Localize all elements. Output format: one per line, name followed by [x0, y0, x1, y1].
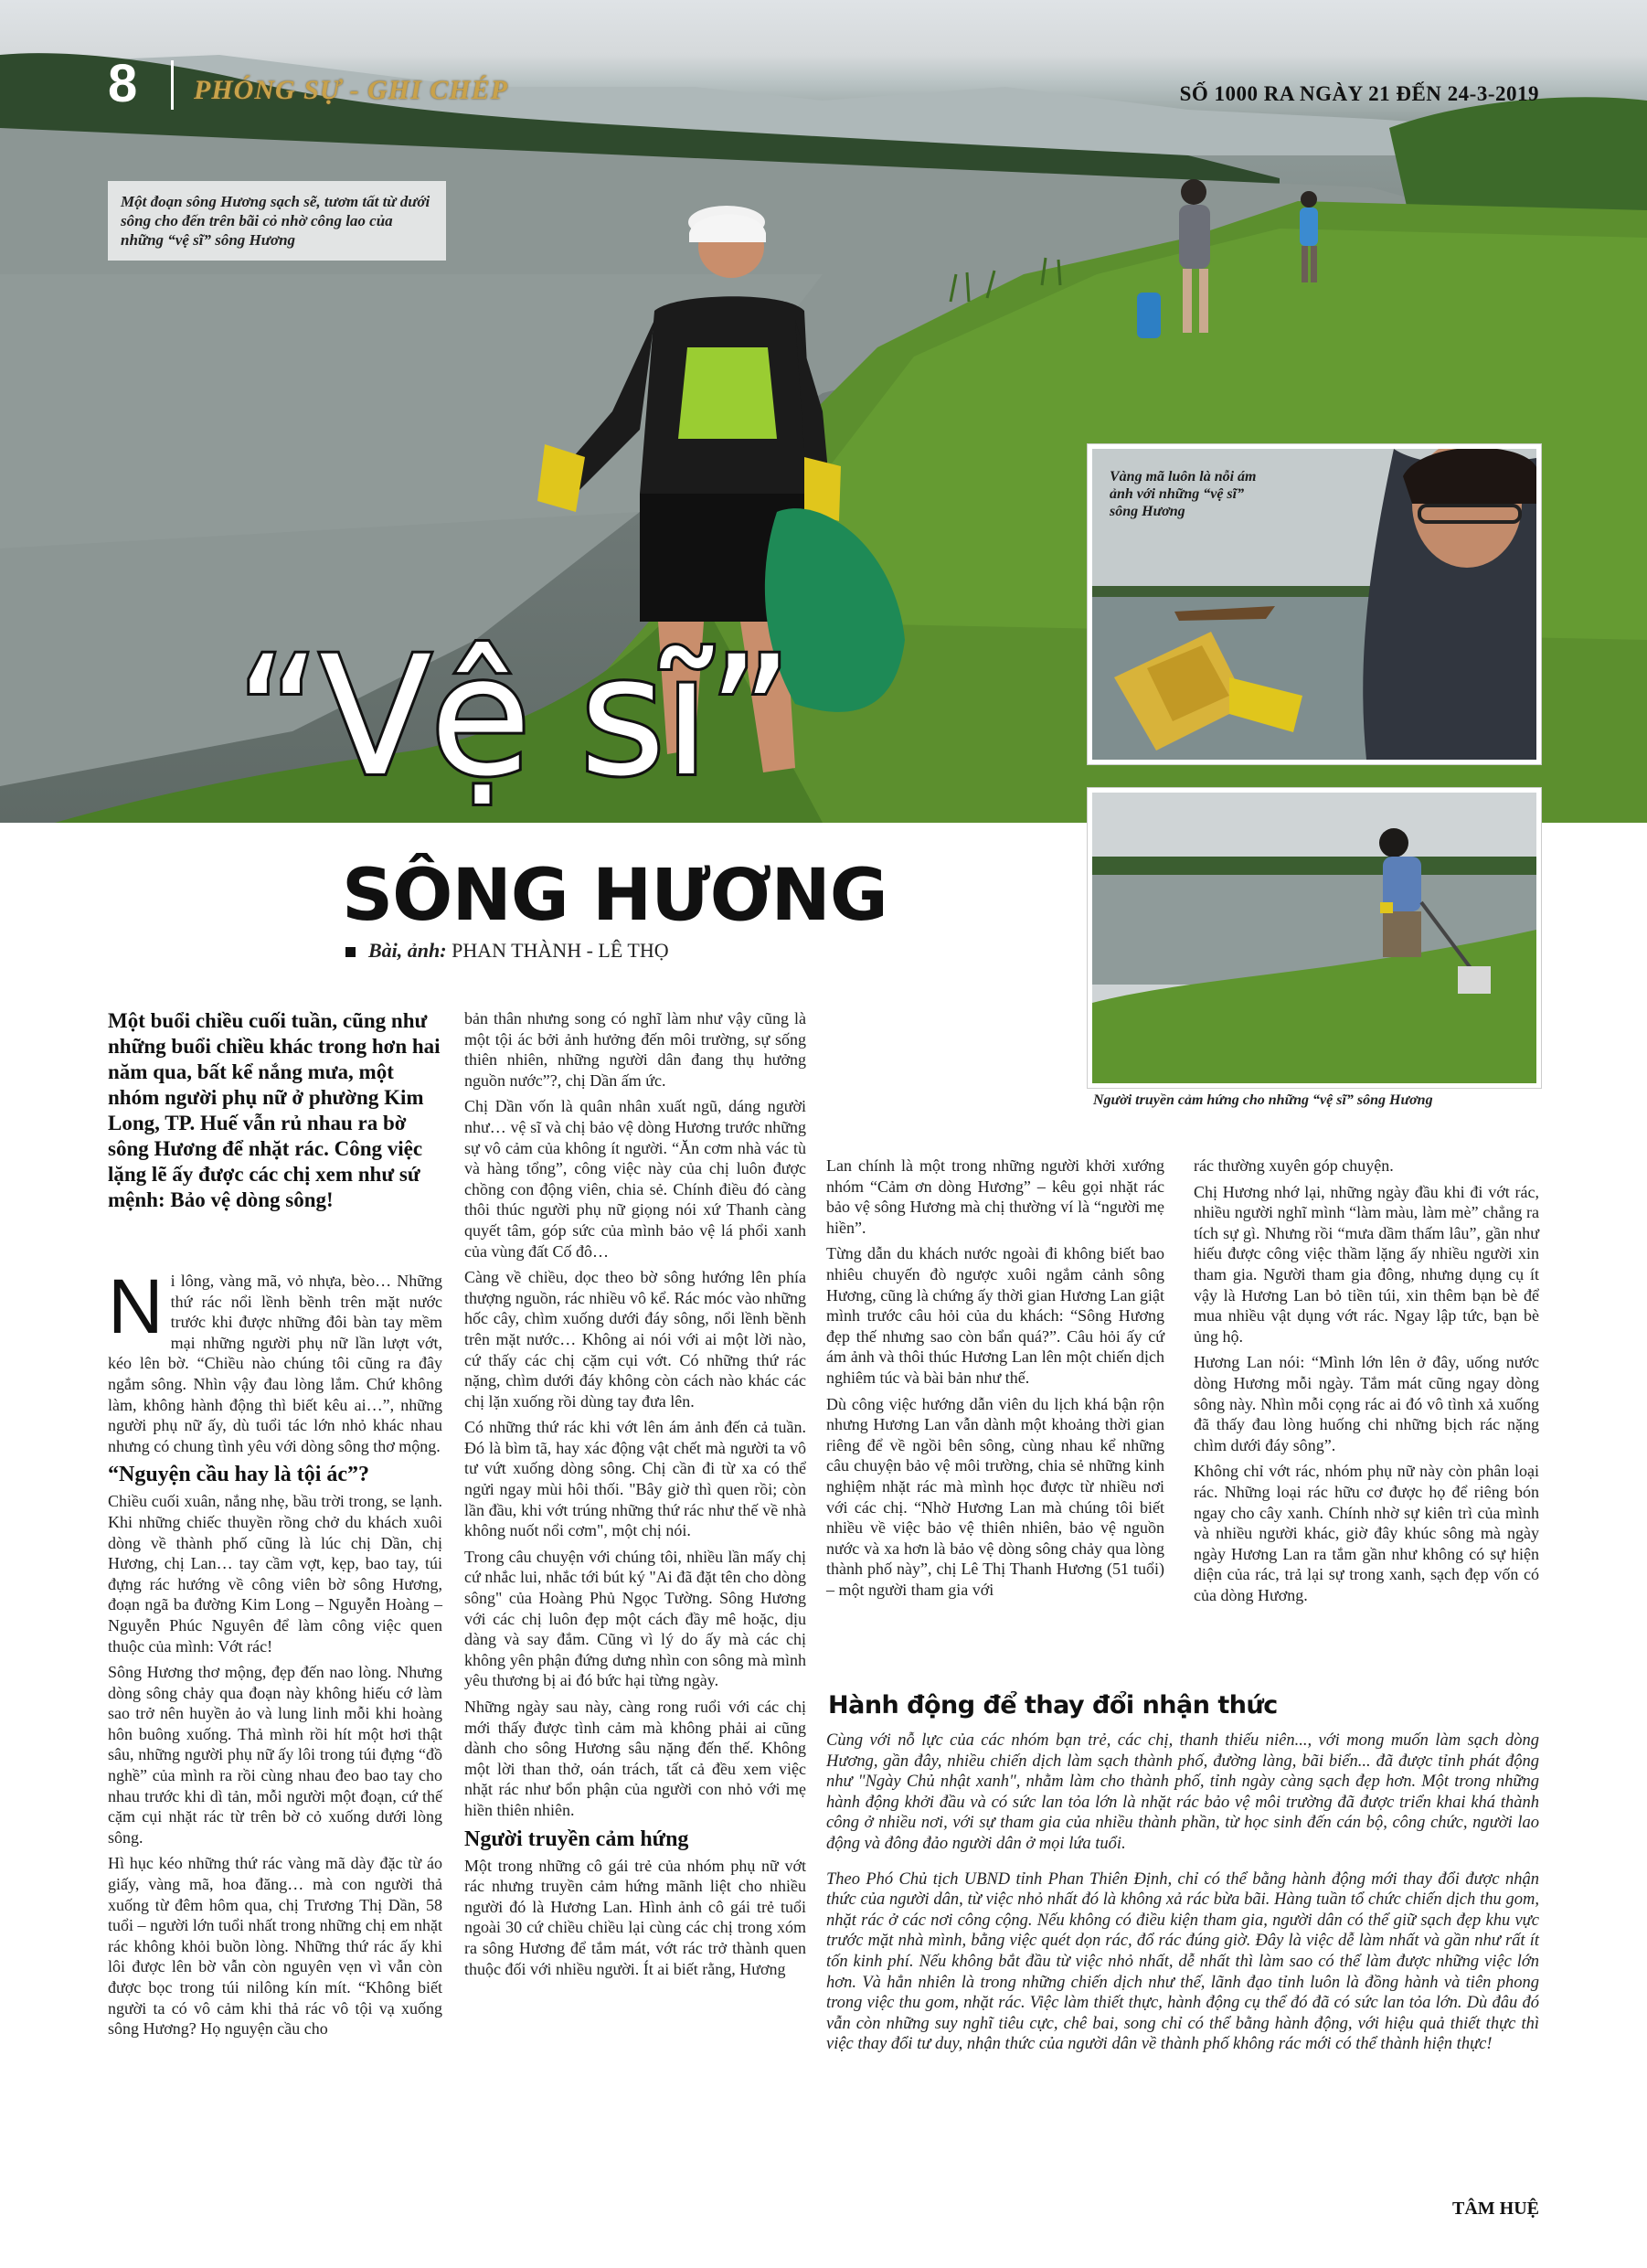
bullet-square-icon — [345, 947, 356, 957]
paragraph: Những ngày sau này, càng rong ruổi với các chị mới thấy được tình cảm mà không phải ai cũng dành cho sông Hương sâu nặng đến thế. Không một lời than thở, oán trách, tất cả đều xem việc nhặt rác như bổn phận của người con nhỏ với mẹ hiền thiên nhiên. — [464, 1698, 806, 1819]
paragraph: Càng về chiều, dọc theo bờ sông hướng lên phía thượng nguồn, rác nhiều vô kể. Rác móc vào những hốc cây, chìm xuống dưới đáy sông, nổi lềnh bềnh trên mặt nước… Không ai nói với ai một lời nào, cứ thấy các chị cặm cụi vớt. Có những thứ rác nặng, chìm dưới đáy không còn cách nào khác các chị lặn xuống rồi dùng tay đưa lên. — [464, 1268, 806, 1411]
paragraph: i lông, vàng mã, vỏ nhựa, bèo… Những thứ rác nổi lềnh bềnh trên mặt nước trước khi được những đôi bàn tay mềm mại những người phụ nữ lần lượt vớt, kéo lên bờ. “Chiều nào chúng tôi cũng ra đây ngắm sông. Nhìn vậy đau lòng lắm. Chứ không làm, không hành động thì biết kêu ai…”, những người phụ nữ ấy, dù tuổi tác lớn nhỏ khác nhau nhưng có chung tình yêu với dòng sông thơ mộng. — [108, 1272, 442, 1455]
paragraph: Hương Lan nói: “Mình lớn lên ở đây, uống nước dòng Hương mỗi ngày. Tắm mát cũng ngay dòng sông này. Nhìn mỗi cọng rác ai đó vô tình xả xuống đã thấy đau lòng huống chi những bịch rác nặng chìm dưới đáy sông”. — [1194, 1353, 1539, 1454]
paragraph: Hì hục kéo những thứ rác vàng mã dày đặc từ áo giấy, vàng mã, hoa đăng… mà con người thả xuống từ đêm hôm qua, chị Trương Thị Dần, 58 tuổi – người lớn tuổi nhất trong những chị em nhặt rác không khỏi buồn lòng. Những thứ rác ấy khi lôi được lên bờ vẫn còn nguyên vẹn vì vẫn còn được bọc trong túi nilông kín mít. “Không biết người ta có vô cảm khi thả rác vô tội vạ xuống sông Hương? Họ nguyện cầu cho — [108, 1854, 442, 2039]
column-4 — [1194, 1155, 1539, 1611]
paragraph: Chị Hương nhớ lại, những ngày đầu khi đi vớt rác, nhiều người nghĩ mình “làm màu, làm mè” chẳng ra tích sự gì. Nhưng rồi “mưa dầm thấm lâu”, gần như hiếu được công việc thầm lặng ấy nhiều người xin tham gia. Người tham gia đông, nhưng dụng cụ ít vậy là Hương Lan bỏ tiền túi, xin thêm bạn bè để mua nhiều vật dụng vớt rác. Ngay lập tức, bạn bè ủng hộ. — [1194, 1182, 1539, 1346]
page-number-divider — [171, 60, 174, 110]
paragraph: Trong câu chuyện với chúng tôi, nhiều lần mấy chị cứ nhắc lui, nhắc tới bút ký "Ai đã đặt tên cho dòng sông" của Hoàng Phủ Ngọc Tường. Sông Hương với các chị luôn đẹp một cách đầy mê hoặc, dịu dàng và say đắm. Cũng vì lý do ấy mà các chị không yên phận đứng dưng nhìn con sông mà mình yêu thương bị ai đó bức hại từng ngày. — [464, 1547, 806, 1690]
paragraph: Sông Hương thơ mộng, đẹp đến nao lòng. Nhưng dòng sông chảy qua đoạn này không hiếu cớ làm sao trở nên huyền ảo và lung linh mỗi khi hoàng hôn buông xuống. Thả mình rồi hít một hơi thật sâu, những người phụ nữ ấy lôi trong túi đựng “đồ nghề” của mình ra rồi cùng nhau đeo bao tay cho nhau trước khi dì tản, mỗi người một đoạn, cứ thế cặm cụi nhặt rác từ trên bờ cỏ xuống dưới lòng sông. — [108, 1663, 442, 1847]
sidebar-article — [826, 1691, 1539, 2070]
paragraph: Chị Dần vốn là quân nhân xuất ngũ, dáng người như… vệ sĩ và chị bảo vệ dòng Hương trước những sự vô cảm của không ít người. “Ăn cơm nhà vác tù và hàng tổng”, công việc này của chị luôn được chồng con động viên, chia sẻ. Chính điều đó càng thôi thúc người phụ nữ giọng nói xứ Thanh càng quyết tâm, góp sức của mình bảo vệ lá phổi xanh của vùng đất Cố đô… — [464, 1097, 806, 1261]
column-1 — [108, 1263, 442, 2045]
headline-line-1: “Vệ sĩ” — [236, 622, 792, 813]
byline-label: Bài, ảnh: — [368, 939, 447, 962]
byline — [345, 939, 669, 963]
sidebar-signature: TÂM HUỆ — [1452, 2199, 1539, 2219]
paragraph: bản thân nhưng song có nghĩ làm như vậy cũng là một tội ác bởi ảnh hưởng đến môi trường, sự sống thiên nhiên, những người dân đang thụ hưởng nguồn nước”?, chị Dần ấm ức. — [464, 1009, 806, 1090]
sidebar-paragraph: Theo Phó Chủ tịch UBND tỉnh Phan Thiên Định, chỉ có thể bằng hành động mới thay đổi được nhận thức của người dân, từ việc nhỏ nhất đó là không xả rác bừa bãi. Hàng tuần tổ chức chiến dịch thu gom, nhặt rác ở các nơi công cộng. Nếu không có điều kiện tham gia, người dân có thể giữ sạch đẹp khu vực trước mặt nhà mình, bằng việc quét dọn rác, đổ rác đúng giờ. Đây là việc dễ làm nhất và gần như rất ít tốn kinh phí. Nếu không bắt đầu từ việc nhỏ nhất, dễ nhất thì làm sao có thể làm được những việc lớn hơn. Và hẳn nhiên là trong những chiến dịch như thế, lãnh đạo tỉnh luôn là đồng hành và tiên phong trong việc thu gom, nhặt rác. Việc làm thiết thực, hành động cụ thể đó đã có sức lan tỏa lớn. Dù đâu đó vẫn còn những suy nghĩ tiêu cực, chê bai, song chỉ có thể bằng hành động, với hiệu quả thiết thực thì việc thay đổi tư duy, nhận thức của người dân về thành phố không rác mới có thể thành hiện thực! — [826, 1869, 1539, 2054]
inspirer-scene — [1092, 793, 1536, 1083]
paragraph: Lan chính là một trong những người khởi xướng nhóm “Cảm ơn dòng Hương” – kêu gọi nhặt rác bảo vệ sông Hương mà chị thường ví là “người mẹ hiền”. — [826, 1156, 1164, 1237]
byline-authors: PHAN THÀNH - LÊ THỌ — [452, 939, 669, 962]
paragraph: Không chỉ vớt rác, nhóm phụ nữ này còn phân loại rác. Những loại rác hữu cơ được họ để riêng bón ngay cho cây xanh. Chính nhờ sự kiên trì của mình và nhiều người khác, giờ đây khúc sông mà ngày ngày Hương Lan ra tắm gần như không có sự hiện diện của rác, trả lại sự trong xanh, sạch đẹp vốn có của dòng Hương. — [1194, 1462, 1539, 1604]
subheading-prayer-or-crime: “Nguyện cầu hay là tội ác”? — [108, 1463, 370, 1487]
sidebar-title: Hành động để thay đổi nhận thức — [828, 1691, 1278, 1720]
paragraph: Từng dẫn du khách nước ngoài đi không biết bao nhiêu chuyến đò ngược xuôi ngắm cảnh sông Hương, cũng là chứng ấy thời gian Hương Lan giật mình trước câu hỏi của du khách: “Sông Hương đẹp thế nhưng sao còn bẩn quá?”. Câu hỏi ấy cứ ám ảnh và thôi thúc Hương Lan lên một chiến dịch nghiêm túc và bài bản như thế. — [826, 1244, 1164, 1387]
inset-top-caption: Vàng mã luôn là nỗi ám ảnh với những “vệ sĩ” sông Hương — [1110, 469, 1257, 519]
headline-line-2: SÔNG HƯƠNG — [342, 855, 887, 937]
page-number: 8 — [108, 54, 139, 113]
paragraph: Chiều cuối xuân, nắng nhẹ, bầu trời trong, se lạnh. Khi những chiếc thuyền rồng chở du khách xuôi dòng về thành phố cũng là lúc chị Dần, chị Hương, chị Lan… tay cầm vợt, kẹp, bao tay, túi đựng rác hướng về công viên bờ sông Hương, đoạn ngã ba đường Kim Long – Nguyễn Hoàng – Nguyễn Phúc Nguyên để làm công việc quen thuộc của mình: Vớt rác! — [108, 1492, 442, 1656]
column-3 — [826, 1155, 1164, 1605]
article-lead: Một buổi chiều cuối tuần, cũng như những buổi chiều khác trong hơn hai năm qua, bất kể nắng mưa, một nhóm người phụ nữ ở phường Kim Long, TP. Huế vẫn rủ nhau ra bờ sông Hương để nhặt rác. Công việc lặng lẽ ấy được các chị xem như sứ mệnh: Bảo vệ dòng sông! — [108, 1009, 441, 1211]
subheading-inspirer: Người truyền cảm hứng — [464, 1826, 689, 1851]
paragraph: Dù công việc hướng dẫn viên du lịch khá bận rộn nhưng Hương Lan vẫn dành một khoảng thời gian riêng để về ngồi bên sông, cùng nhau kể những câu chuyện bảo vệ môi trường, chia sẻ những kinh nghiệm nhặt rác mà mình học được từ nhiều nơi với các chị. “Nhờ Hương Lan mà chúng tôi biết nhiều về việc bảo vệ thiên nhiên, bảo vệ nguồn nước và xa hơn là bảo vệ dòng sông chảy qua lòng thành phố này”, chị Lê Thị Thanh Hương (51 tuổi) – một người tham gia với — [826, 1394, 1164, 1599]
column-2 — [464, 1008, 806, 1985]
inset-bottom-caption: Người truyền cảm hứng cho những “vệ sĩ” sông Hương — [1093, 1092, 1433, 1108]
paragraph: rác thường xuyên góp chuyện. — [1194, 1156, 1394, 1175]
issue-info: SỐ 1000 RA NGÀY 21 ĐẾN 24-3-2019 — [1179, 82, 1539, 105]
main-photo-caption: Một đoạn sông Hương sạch sẽ, tươm tất từ dưới sông cho đến trên bãi cỏ nhờ công lao của những “vệ sĩ” sông Hương — [108, 181, 446, 261]
paragraph: Một trong những cô gái trẻ của nhóm phụ nữ vớt rác nhưng truyền cảm hứng mãnh liệt cho nhiều người đó là Hương Lan. Hình ảnh cô gái trẻ tuổi ngoài 30 cứ chiều chiều lại cùng các chị trong xóm ra sông Hương để tắm mát, vớt rác trở thành quen thuộc đối với nhiều người. Ít ai biết rằng, Hương — [464, 1856, 806, 1978]
paragraph: Có những thứ rác khi vớt lên ám ảnh đến cả tuần. Đó là bìm tã, hay xác động vật chết mà người ta vô tư vứt xuống dòng sông. Chị cần đi từ xa có thể ngửi ngay mùi hôi thối. "Bây giờ thì quen rồi; còn lần đầu, khi vớt trúng những thứ rác như thế về nhà không nuốt nổi cơm", một chị nói. — [464, 1418, 806, 1540]
sidebar-paragraph: Cùng với nỗ lực của các nhóm bạn trẻ, các chị, thanh thiếu niên..., với mong muốn làm sạch dòng Hương, gần đây, nhiều chiến dịch làm sạch thành phố, đường làng, bãi biển... đã được tỉnh phát động như "Ngày Chủ nhật xanh", nhằm làm cho thành phố, tỉnh ngày càng sạch đẹp hơn. Một trong những hành động khởi đầu và có sức lan tỏa lớn là nhặt rác bảo vệ môi trường đã được triển khai khá thành công ở nhiều nơi, với sự tham gia của nhiều thành phần, từ học sinh đến cán bộ, công chức, người lao động và đông đảo người dân ở mọi lứa tuổi. — [826, 1731, 1539, 1853]
section-label: PHÓNG SỰ - GHI CHÉP — [194, 75, 508, 105]
inset-photo-inspirer — [1088, 788, 1541, 1088]
drop-cap: N — [108, 1263, 164, 1349]
